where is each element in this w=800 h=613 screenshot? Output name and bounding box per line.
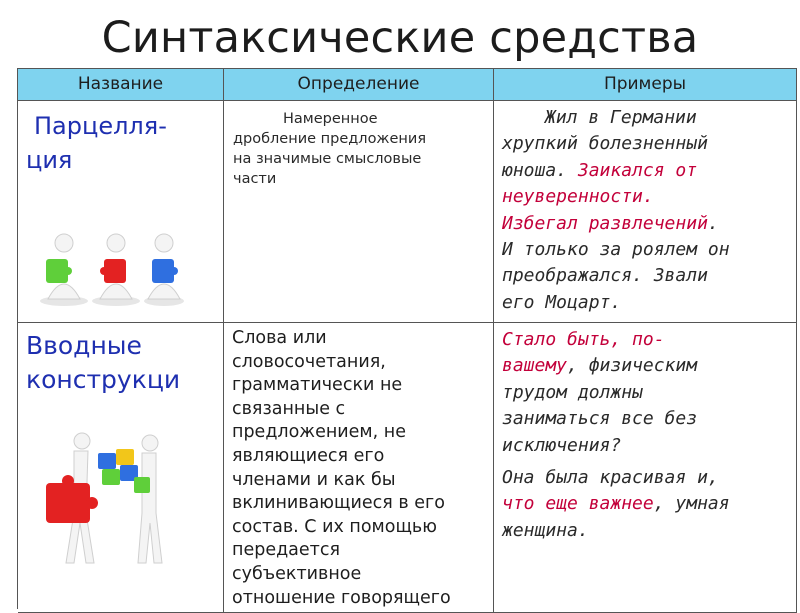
term-parenthetical [26, 329, 180, 397]
example-line [502, 327, 697, 353]
row-parenthetical-definition-cell [224, 323, 494, 613]
row-parenthetical-term-cell [18, 323, 224, 613]
example-line: юноша. Заикался от [502, 159, 698, 181]
person-figure [138, 435, 162, 563]
definition-line: субъективное [232, 563, 362, 584]
term-line: конструкци [26, 365, 181, 394]
definition-parcellation [233, 109, 426, 189]
header-examples [494, 69, 797, 101]
highlight-text: Заикался от [577, 159, 698, 181]
person-figure [46, 234, 80, 299]
definition-line: Намеренное [283, 111, 378, 127]
definition-line: на значимые смысловые [233, 151, 422, 167]
example-line: Жил в Германии [545, 107, 697, 128]
example-parenthetical-2 [502, 465, 730, 544]
highlight-text: Стало быть, по- [502, 329, 665, 350]
definition-line: предложением, не [232, 422, 406, 443]
example-line: трудом должны [502, 381, 643, 403]
highlight-text: Избегал развлечений [502, 212, 708, 234]
highlight-text: что еще важнее [502, 493, 654, 515]
definition-line: членами и как бы [232, 469, 396, 490]
header-examples-label: Примеры [603, 74, 687, 94]
example-line: Она была красивая и, [502, 467, 719, 488]
example-line: преображался. Звали [502, 265, 708, 287]
row-parcellation-definition-cell [224, 101, 494, 323]
slide-title: Синтаксические средства [101, 13, 699, 63]
term-line: Вводные [26, 331, 142, 360]
example-line: его Моцарт. [502, 291, 622, 313]
definition-line: связанные с [232, 398, 346, 419]
row-parcellation-term-cell [18, 101, 224, 323]
definition-line: словосочетания, [232, 351, 386, 372]
row-parenthetical-example-cell [494, 323, 797, 613]
example-line: заниматься все без [502, 408, 698, 430]
three-people-puzzle-illustration [34, 229, 184, 309]
term-line: Парцелля- [34, 112, 167, 140]
example-line: что еще важнее, умная [502, 493, 730, 515]
example-parcellation [502, 105, 730, 316]
definition-line: состав. С их помощью [232, 516, 437, 537]
highlight-text: неуверенности. [502, 186, 654, 208]
example-line: женщина. [502, 519, 589, 541]
term-line: ция [26, 146, 73, 174]
definition-line: Слова или [232, 328, 327, 348]
header-definition-label: Определение [297, 74, 420, 94]
definition-line: отношение говорящего [232, 587, 451, 608]
person-figure [148, 234, 180, 299]
definition-line: грамматически не [232, 375, 403, 396]
example-line: вашему, физическим [502, 355, 698, 377]
header-name [18, 69, 224, 101]
definition-parenthetical [232, 327, 451, 610]
definition-line: части [233, 171, 277, 187]
example-line: Избегал развлечений. [502, 212, 719, 234]
example-line: И только за роялем он [502, 239, 730, 261]
row-parcellation-example-cell [494, 101, 797, 323]
definition-line: являющиеся его [232, 445, 385, 466]
header-name-label: Название [77, 74, 164, 94]
example-line: исключения? [502, 434, 622, 456]
person-figure [100, 234, 132, 299]
example-line [502, 184, 730, 210]
definition-line: передается [232, 540, 341, 561]
definition-line: дробление предложения [233, 131, 427, 147]
definition-line: вклинивающиеся в его [232, 493, 445, 514]
term-parcellation [26, 109, 167, 177]
example-parenthetical-1 [502, 327, 697, 459]
syntax-table [17, 68, 797, 609]
people-assembling-puzzle-illustration [42, 423, 182, 573]
header-definition [224, 69, 494, 101]
highlight-text: вашему [502, 355, 568, 377]
example-line: хрупкий болезненный [502, 133, 708, 155]
